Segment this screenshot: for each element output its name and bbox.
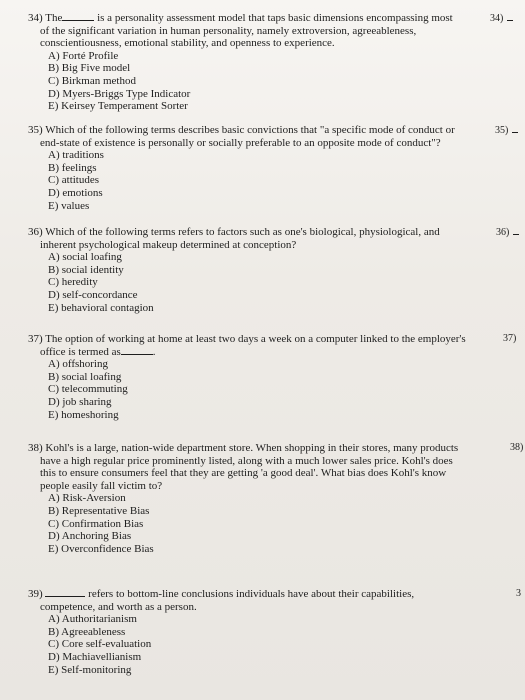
question-39-options <box>28 613 483 676</box>
answer-slot-39[interactable] <box>516 588 521 599</box>
question-34 <box>28 12 483 113</box>
answer-label-38: 38) <box>510 442 524 453</box>
option-d[interactable]: D) Anchoring Bias <box>48 530 132 543</box>
option-a[interactable]: A) traditions <box>48 149 104 162</box>
option-d[interactable]: D) job sharing <box>48 395 112 408</box>
question-34-fill-blank[interactable] <box>62 12 94 21</box>
option-b[interactable]: B) social identity <box>48 263 124 276</box>
answer-label-39: 3 <box>516 588 521 599</box>
question-38-stem-line-3: this to ensure consumers feel that they are getting 'a good deal'. What bias does Kohl's know <box>40 467 447 480</box>
question-37 <box>28 333 483 421</box>
question-39-stem-post: refers to bottom-line conclusions individuals have about their capabilities, <box>88 588 415 600</box>
question-34-stem-line-1 <box>28 12 483 25</box>
option-d[interactable]: D) Myers-Briggs Type Indicator <box>48 87 191 100</box>
question-36-options <box>28 251 483 314</box>
question-37-stem-line-1: 37) The option of working at home at least two days a week on a computer linked to the employer's <box>28 333 466 345</box>
option-c[interactable]: C) heredity <box>48 276 98 289</box>
option-d[interactable]: D) emotions <box>48 186 103 199</box>
question-37-stem-line-2-text: office is termed as <box>40 345 121 358</box>
answer-label-34: 34) <box>490 13 504 24</box>
answer-label-37: 37) <box>503 333 517 344</box>
question-37-options <box>28 358 483 421</box>
question-39-number: 39) <box>28 588 43 600</box>
option-a[interactable]: A) offshoring <box>48 358 108 371</box>
question-36 <box>28 226 483 314</box>
question-37-stem-line-2: office is termed as . <box>40 345 156 358</box>
question-38-options <box>28 492 483 555</box>
question-37-fill-blank[interactable] <box>121 346 153 355</box>
question-39-fill-blank[interactable] <box>45 588 85 597</box>
question-39 <box>28 588 483 676</box>
option-c[interactable]: C) Core self-evaluation <box>48 638 152 651</box>
answer-slot-34[interactable] <box>490 12 513 24</box>
answer-blank-34[interactable] <box>507 12 513 21</box>
option-c[interactable]: C) attitudes <box>48 174 100 187</box>
question-34-number: 34) <box>28 12 43 24</box>
question-38-stem-line-2: have a high regular price prominently listed, along with a much lower sales price. Kohl's does <box>40 454 453 467</box>
question-34-options <box>28 50 483 113</box>
option-d[interactable]: D) Machiavellianism <box>48 650 142 663</box>
answer-label-35: 35) <box>495 125 509 136</box>
question-36-stem-line-1: 36) Which of the following terms refers to factors such as one's biological, physiological, and <box>28 226 440 238</box>
question-34-stem-pre: The <box>45 12 63 24</box>
answer-blank-35[interactable] <box>512 124 518 133</box>
answer-label-36: 36) <box>496 227 510 238</box>
option-e[interactable]: E) Overconfidence Bias <box>48 542 154 555</box>
answer-blank-36[interactable] <box>513 226 519 235</box>
answer-slot-37[interactable] <box>503 333 516 344</box>
question-34-stem-line-3: conscientiousness, emotional stability, and openness to experience. <box>40 37 335 50</box>
option-c[interactable]: C) Confirmation Bias <box>48 517 144 530</box>
option-a[interactable]: A) social loafing <box>48 251 122 264</box>
answer-slot-38[interactable] <box>510 442 523 453</box>
question-38 <box>28 442 483 555</box>
question-38-stem-line-4: people easily fall victim to? <box>40 479 163 492</box>
option-c[interactable]: C) Birkman method <box>48 74 136 87</box>
option-e[interactable]: E) values <box>48 199 90 212</box>
option-a[interactable]: A) Risk-Aversion <box>48 492 126 505</box>
option-e[interactable]: E) homeshoring <box>48 408 119 421</box>
question-39-stem-line-2: competence, and worth as a person. <box>40 600 197 613</box>
answer-slot-36[interactable] <box>496 226 519 238</box>
question-35-options <box>28 149 483 212</box>
question-34-stem-line-2: of the significant variation in human personality, namely extroversion, agreeableness, <box>40 24 417 37</box>
question-39-stem-line-1 <box>28 588 483 601</box>
question-38-stem-line-1: 38) Kohl's is a large, nation-wide department store. When shopping in their stores, many products <box>28 442 459 454</box>
option-e[interactable]: E) behavioral contagion <box>48 301 154 314</box>
question-36-stem-line-2: inherent psychological makeup determined at conception? <box>40 238 297 251</box>
option-b[interactable]: B) Representative Bias <box>48 504 150 517</box>
option-c[interactable]: C) telecommuting <box>48 383 128 396</box>
option-d[interactable]: D) self-concordance <box>48 288 138 301</box>
option-a[interactable]: A) Forté Profile <box>48 49 119 62</box>
option-e[interactable]: E) Self-monitoring <box>48 663 132 676</box>
option-b[interactable]: B) Agreeableness <box>48 625 126 638</box>
question-35-stem-line-2: end-state of existence is personally or socially preferable to an opposite mode of conduct"? <box>40 136 441 149</box>
option-a[interactable]: A) Authoritarianism <box>48 613 137 626</box>
option-e[interactable]: E) Keirsey Temperament Sorter <box>48 100 188 113</box>
question-34-stem-post: is a personality assessment model that taps basic dimensions encompassing most <box>97 12 453 24</box>
option-b[interactable]: B) Big Five model <box>48 62 131 75</box>
question-35-stem-line-1: 35) Which of the following terms describes basic convictions that "a specific mode of conduct or <box>28 124 455 136</box>
option-b[interactable]: B) feelings <box>48 161 97 174</box>
option-b[interactable]: B) social loafing <box>48 370 122 383</box>
question-35 <box>28 124 483 212</box>
answer-slot-35[interactable] <box>495 124 518 136</box>
